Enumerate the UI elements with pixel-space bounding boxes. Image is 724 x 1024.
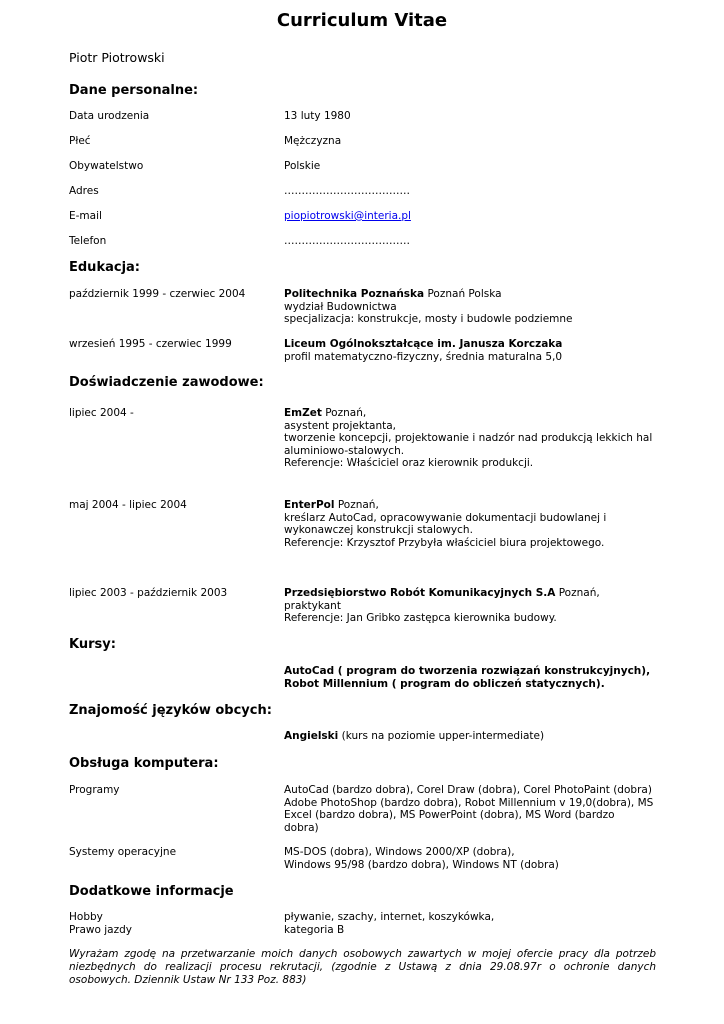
section-heading-computer: Obsługa komputera: (69, 756, 219, 771)
experience-date: lipiec 2004 - (69, 407, 134, 419)
experience-line: praktykant (284, 599, 341, 612)
education-entry (284, 288, 573, 326)
os-line: Windows 95/98 (bardzo dobra), Windows NT (dobra) (284, 858, 559, 871)
value-driving-license: kategoria B (284, 924, 345, 936)
experience-line: tworzenie koncepcji, projektowanie i nadzór nad produkcją lekkich hal (284, 432, 653, 445)
label-programs: Programy (69, 784, 120, 796)
courses-list (284, 665, 650, 690)
company-place: Poznań, (334, 499, 379, 511)
section-heading-education: Edukacja: (69, 260, 140, 275)
experience-date: lipiec 2003 - październik 2003 (69, 587, 228, 599)
document-title: Curriculum Vitae (276, 10, 448, 31)
label-birthdate: Data urodzenia (69, 110, 150, 122)
education-line: wydział Budownictwa (284, 300, 397, 313)
school-name: Politechnika Poznańska (284, 288, 425, 300)
language-entry (284, 730, 544, 743)
label-phone: Telefon (69, 235, 107, 247)
company-place: Poznań, (555, 587, 600, 599)
label-hobby: Hobby (69, 911, 103, 923)
education-line: profil matematyczno-fizyczny, średnia maturalna 5,0 (284, 350, 563, 363)
value-address: ……………………………… (284, 185, 410, 197)
programs-line: AutoCad (bardzo dobra), Corel Draw (dobra), Corel PhotoPaint (dobra) (284, 784, 652, 796)
education-title-line (284, 288, 573, 301)
value-citizenship: Polskie (284, 160, 321, 172)
os-line: MS-DOS (dobra), Windows 2000/XP (dobra), (284, 846, 515, 858)
experience-line: Referencje: Jan Gribko zastępca kierownika budowy. (284, 612, 557, 625)
education-date: październik 1999 - czerwiec 2004 (69, 288, 246, 300)
education-title-line (284, 338, 562, 351)
language-name: Angielski (284, 730, 339, 742)
section-heading-additional: Dodatkowe informacje (69, 884, 234, 899)
section-heading-languages: Znajomość języków obcych: (69, 703, 272, 718)
education-date: wrzesień 1995 - czerwiec 1999 (69, 338, 232, 350)
section-heading-experience: Doświadczenie zawodowe: (69, 375, 264, 390)
experience-line: Referencje: Krzysztof Przybyła właściciel biura projektowego. (284, 536, 605, 549)
experience-title-line (284, 499, 606, 512)
company-place: Poznań, (321, 407, 367, 419)
language-detail: (kurs na poziomie upper-intermediate) (338, 730, 545, 742)
label-email: E-mail (69, 210, 102, 222)
value-birthdate: 13 luty 1980 (284, 110, 351, 122)
school-place: Poznań Polska (424, 288, 502, 300)
course-item: AutoCad ( program do tworzenia rozwiązań konstrukcyjnych), (284, 665, 651, 677)
experience-line: asystent projektanta, (284, 419, 397, 432)
value-hobby: pływanie, szachy, internet, koszykówka, (284, 911, 495, 923)
email-link[interactable]: piopiotrowski@interia.pl (284, 210, 411, 222)
company-name: Przedsiębiorstwo Robót Komunikacyjnych S.A (284, 587, 556, 599)
programs-line: dobra) (284, 821, 319, 834)
label-driving-license: Prawo jazdy (69, 924, 132, 936)
experience-entry (284, 499, 606, 549)
experience-line: aluminiowo-stalowych. (284, 444, 405, 457)
value-phone: ……………………………… (284, 235, 410, 247)
experience-line: kreślarz AutoCad, opracowywanie dokumentacji budowlanej i (284, 511, 607, 524)
data-processing-consent: Wyrażam zgodę na przetwarzanie moich danych osobowych zawartych w mojej ofercie pracy dla potrzeb niezbędnych do realizacji procesu rekrutacji, (zgodnie z Ustawą z dnia 29.08.97r o ochronie danych osobowych. Dziennik Ustaw Nr 133 Poz. 883) (69, 948, 656, 986)
education-entry (284, 338, 562, 363)
label-os: Systemy operacyjne (69, 846, 177, 858)
label-gender: Płeć (69, 135, 91, 147)
course-item: Robot Millennium ( program do obliczeń statycznych). (284, 677, 605, 690)
company-name: EmZet (284, 407, 322, 419)
education-line: specjalizacja: konstrukcje, mosty i budowle podziemne (284, 313, 573, 326)
company-name: EnterPol (284, 499, 335, 511)
experience-entry (284, 587, 600, 625)
programs-line: Excel (bardzo dobra), MS PowerPoint (dobra), MS Word (bardzo (284, 809, 615, 822)
experience-title-line (284, 587, 600, 600)
experience-line: wykonawczej konstrukcji stalowych. (284, 524, 473, 537)
experience-line: Referencje: Właściciel oraz kierownik produkcji. (284, 457, 534, 470)
programs-line: Adobe PhotoShop (bardzo dobra), Robot Millennium v 19,0(dobra), MS (284, 796, 654, 809)
person-name: Piotr Piotrowski (69, 50, 165, 65)
experience-title-line (284, 407, 652, 420)
label-address: Adres (69, 185, 99, 197)
value-programs (284, 784, 653, 834)
section-heading-courses: Kursy: (69, 637, 116, 652)
value-os (284, 846, 559, 871)
school-name: Liceum Ogólnokształcące im. Janusza Korczaka (284, 338, 563, 350)
value-gender: Mężczyzna (284, 135, 342, 147)
value-email (284, 210, 411, 223)
experience-entry (284, 407, 652, 470)
experience-date: maj 2004 - lipiec 2004 (69, 499, 187, 511)
label-citizenship: Obywatelstwo (69, 160, 144, 172)
section-heading-personal: Dane personalne: (69, 83, 199, 98)
